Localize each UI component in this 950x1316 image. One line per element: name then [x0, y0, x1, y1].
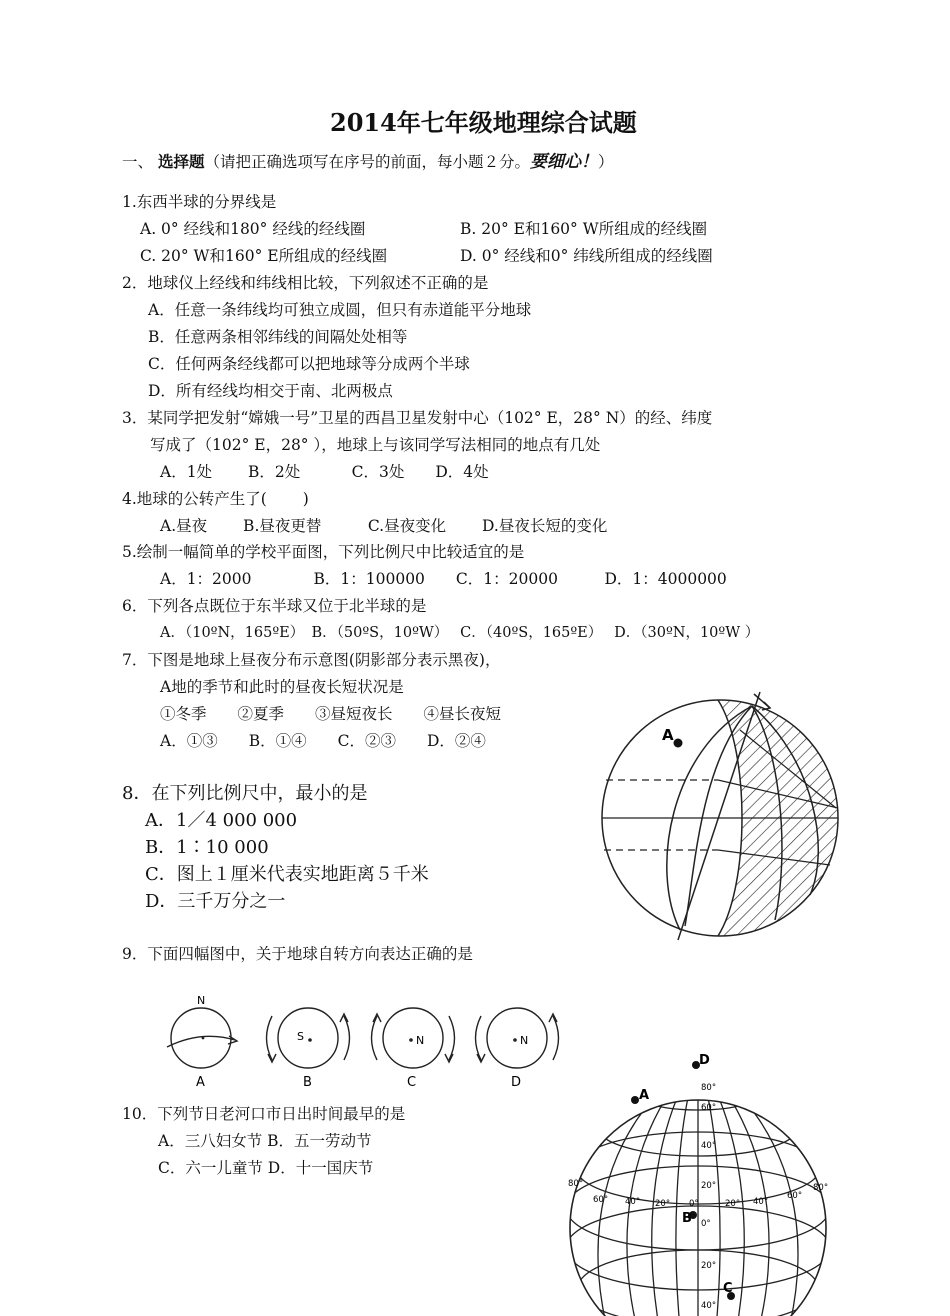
q10-lat-60: 60° — [701, 1103, 717, 1113]
q2-option-a: A．任意一条纬线均可独立成圆，但只有赤道能平分地球 — [148, 301, 532, 319]
q3-stem-line1: 3．某同学把发射“嫦娥一号”卫星的西昌卫星发射中心（102° E，28° N）的经、纬度 — [122, 409, 713, 427]
page-title: 2014年七年级地理综合试题 — [330, 108, 637, 137]
q10-options-ab: A．三八妇女节 B．五一劳动节 — [158, 1132, 372, 1150]
q8-stem: 8．在下列比例尺中，最小的是 — [122, 783, 368, 804]
q1-stem: 1.东西半球的分界线是 — [122, 193, 277, 211]
q10-globe-figure — [565, 1050, 835, 1316]
q9-label-a: A — [196, 1075, 205, 1090]
q6-stem: 6．下列各点既位于东半球又位于北半球的是 — [122, 597, 427, 615]
q10-lon-60e: 60° — [787, 1191, 803, 1201]
section-name: 选择题 — [157, 152, 205, 171]
q10-lat-20n: 20° — [701, 1181, 717, 1191]
q3-options: A．1处 B．2处 C．3处 D．4处 — [160, 463, 489, 481]
q4-options: A.昼夜 B.昼夜更替 C.昼夜变化 D.昼夜长短的变化 — [160, 517, 608, 535]
q10-lat-0: 0° — [701, 1219, 711, 1229]
q1-option-c: C. 20° W和160° E所组成的经线圈 — [140, 247, 388, 265]
section-close: ） — [597, 153, 614, 171]
q9-pole-d: N — [520, 1034, 529, 1047]
q9-label-d: D — [511, 1075, 522, 1090]
q9-label-b: B — [303, 1075, 312, 1090]
q10-point-c: C — [723, 1281, 733, 1296]
q10-lon-40w: 40° — [625, 1197, 641, 1207]
q10-lon-40e: 40° — [753, 1197, 769, 1207]
q10-point-a: A — [639, 1088, 650, 1103]
q8-option-a: A．1／4 000 000 — [145, 810, 298, 831]
q9-pole-c: N — [416, 1034, 425, 1047]
q5-options: A．1：2000 B．1：100000 C．1：20000 D．1：4000000 — [160, 570, 727, 588]
q7-choices: ①冬季 ②夏季 ③昼短夜长 ④昼长夜短 — [160, 705, 502, 723]
q10-lon-60w: 60° — [593, 1195, 609, 1205]
q1-option-b: B. 20° E和160° W所组成的经线圈 — [460, 220, 708, 238]
section-header — [122, 152, 614, 172]
q10-stem: 10．下列节日老河口市日出时间最早的是 — [122, 1105, 406, 1123]
q2-option-b: B．任意两条相邻纬线的间隔处处相等 — [148, 328, 408, 346]
q8-option-c: C．图上１厘米代表实地距离５千米 — [145, 864, 429, 885]
q10-lat-20s: 20° — [701, 1261, 717, 1271]
q9-stem: 9．下面四幅图中，关于地球自转方向表达正确的是 — [122, 945, 473, 963]
q5-stem: 5.绘制一幅简单的学校平面图，下列比例尺中比较适宜的是 — [122, 543, 525, 561]
q1-option-d: D. 0° 经线和0° 纬线所组成的经线圈 — [460, 247, 713, 265]
q10-options-cd: C．六一儿童节 D．十一国庆节 — [158, 1159, 374, 1177]
q9-pole-a: N — [197, 994, 206, 1007]
q7-stem-line1: 7．下图是地球上昼夜分布示意图(阴影部分表示黑夜)， — [122, 651, 501, 669]
q10-point-d: D — [699, 1053, 710, 1068]
q2-option-d: D．所有经线均相交于南、北两极点 — [148, 382, 393, 400]
section-emphasis: 要细心！ — [529, 152, 598, 172]
q9-pole-b: S — [297, 1030, 304, 1043]
q8-option-d: D．三千万分之一 — [145, 891, 286, 912]
q8-option-b: B．1∶10 000 — [145, 837, 269, 858]
q10-lat-40s: 40° — [701, 1301, 717, 1311]
q10-lon-80w: 80° — [568, 1179, 584, 1189]
q6-options: A．（10ºN，165ºE） B．（50ºS，10ºW） C．（40ºS，165ºE） D．（30ºN，10ºW ） — [160, 625, 760, 641]
q2-stem: 2．地球仪上经线和纬线相比较，下列叙述不正确的是 — [122, 274, 489, 292]
section-number: 一、 — [122, 153, 154, 171]
q10-lat-40n: 40° — [701, 1141, 717, 1151]
q3-stem-line2: 写成了（102° E，28° ），地球上与该同学写法相同的地点有几处 — [150, 436, 601, 454]
q9-figures — [155, 990, 560, 1090]
q2-option-c: C．任何两条经线都可以把地球等分成两个半球 — [148, 355, 470, 373]
section-instruction: （请把正确选项写在序号的前面，每小题２分。 — [204, 153, 530, 171]
q10-lat-80: 80° — [701, 1083, 717, 1093]
q1-option-a: A. 0° 经线和180° 经线的经线圈 — [140, 220, 366, 238]
q10-lon-20e: 20° — [725, 1199, 741, 1209]
q7-globe-figure — [600, 690, 845, 945]
q10-point-b: B — [682, 1211, 692, 1226]
q7-point-a: A — [662, 726, 674, 744]
q9-label-c: C — [407, 1075, 417, 1090]
q7-stem-line2: A地的季节和此时的昼夜长短状况是 — [160, 678, 404, 696]
q4-stem: 4.地球的公转产生了( ) — [122, 490, 309, 508]
q10-lon-0: 0° — [689, 1199, 699, 1209]
q10-lon-20w: 20° — [655, 1199, 671, 1209]
q10-lon-80e: 80° — [813, 1183, 829, 1193]
q7-options: A．①③ B．①④ C．②③ D．②④ — [160, 732, 486, 750]
